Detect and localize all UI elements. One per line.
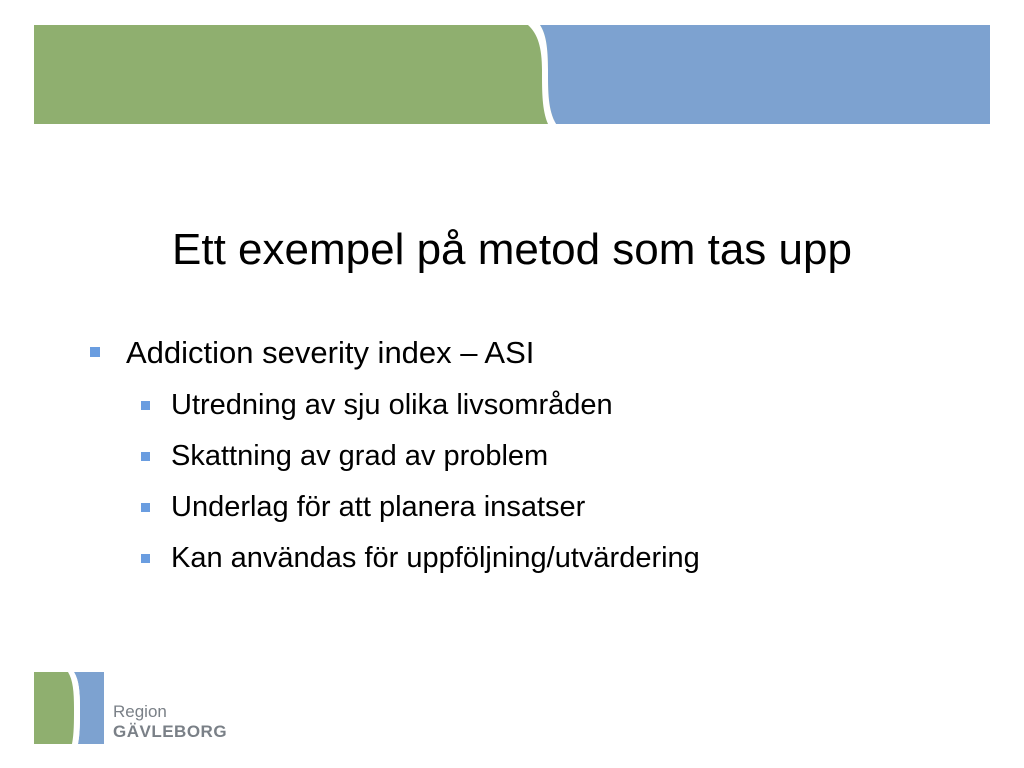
bullet-text: Addiction severity index – ASI bbox=[126, 335, 535, 370]
square-bullet-icon bbox=[141, 452, 150, 461]
header-banner-graphic bbox=[0, 0, 1024, 130]
logo-text-gavleborg: GÄVLEBORG bbox=[113, 722, 228, 741]
sub-bullet-text: Underlag för att planera insatser bbox=[171, 491, 586, 523]
square-bullet-icon bbox=[141, 401, 150, 410]
square-bullet-icon bbox=[90, 347, 100, 357]
square-bullet-icon bbox=[141, 503, 150, 512]
bullet-item bbox=[88, 330, 968, 376]
sub-bullet-text: Utredning av sju olika livsområden bbox=[171, 389, 613, 421]
logo-wordmark bbox=[113, 702, 227, 742]
banner-green-band bbox=[34, 25, 554, 124]
slide-title: Ett exempel på metod som tas upp bbox=[172, 225, 852, 274]
square-bullet-icon bbox=[141, 554, 150, 563]
sub-bullet-text: Skattning av grad av problem bbox=[171, 440, 549, 472]
sub-bullet-item bbox=[88, 482, 968, 533]
sub-bullet-item bbox=[88, 380, 968, 431]
sub-bullet-item bbox=[88, 533, 968, 584]
sub-bullet-text: Kan användas för uppföljning/utvärdering bbox=[171, 542, 700, 574]
region-gavleborg-logo-mark-icon bbox=[34, 672, 106, 744]
logo-text-region: Region bbox=[113, 702, 167, 721]
banner-blue-band bbox=[540, 25, 990, 124]
logo-green-block bbox=[34, 672, 74, 744]
sub-bullet-item bbox=[88, 431, 968, 482]
bullet-list bbox=[88, 330, 968, 584]
region-gavleborg-logo bbox=[34, 672, 234, 744]
